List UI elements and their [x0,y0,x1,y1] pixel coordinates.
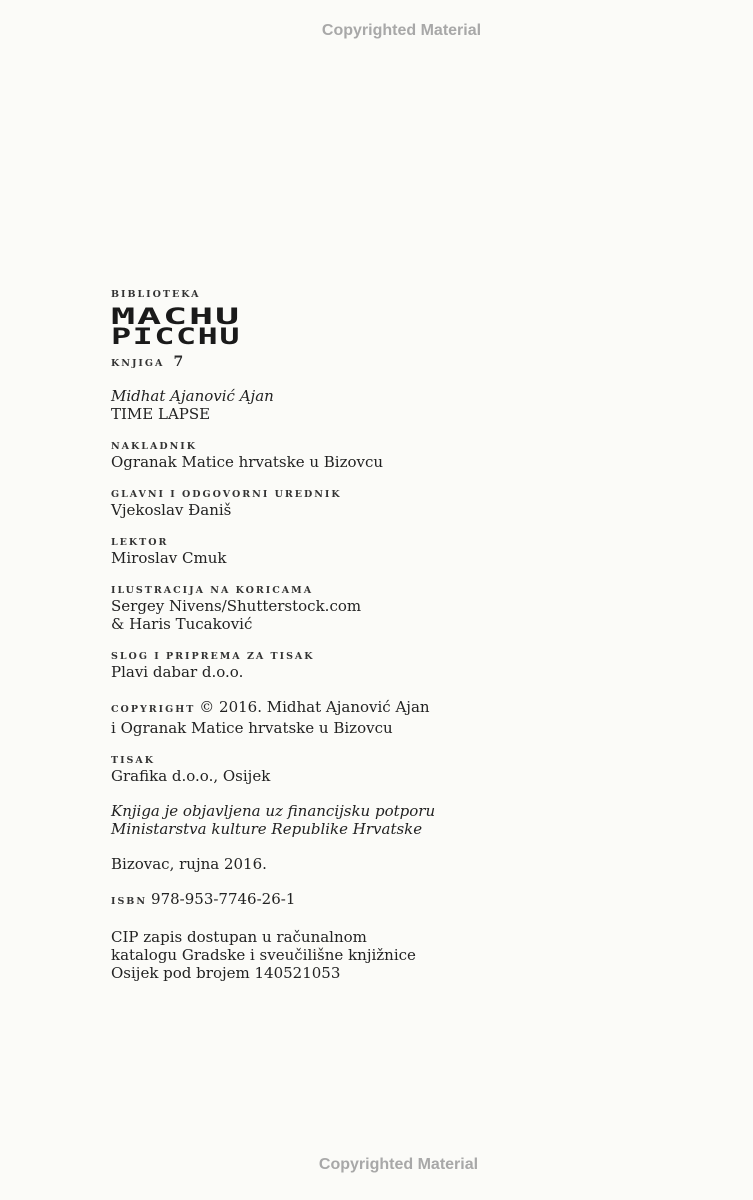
copyright-label: COPYRIGHT [111,704,196,715]
imprint-page [111,288,671,982]
book-label: KNJIGA [111,358,165,369]
cover-illustration-line-2: & Haris Tucaković [111,615,253,633]
place-date-section [111,855,671,873]
editor-section [111,488,671,519]
series-label: BIBLIOTEKA [111,289,201,300]
isbn-row [111,890,671,911]
funding-line-1: Knjiga je objavljena uz financijsku potporu [111,802,436,820]
copyright-line-2: i Ogranak Matice hrvatske u Bizovcu [111,719,393,737]
publisher-label: NAKLADNIK [111,441,197,452]
publisher-value: Ogranak Matice hrvatske u Bizovcu [111,453,384,471]
print-label: TISAK [111,755,156,766]
proofreader-value: Miroslav Cmuk [111,549,227,567]
cip-section [111,928,671,982]
cover-illustration-section [111,584,671,633]
author-name: Midhat Ajanović Ajan [111,387,274,405]
print-value: Grafika d.o.o., Osijek [111,767,271,785]
copyright-watermark-top: Copyrighted Material [321,22,482,39]
proofreader-label: LEKTOR [111,537,169,548]
book-number: 7 [173,354,184,370]
book-number-row [111,351,671,370]
book-title: TIME LAPSE [111,405,211,423]
isbn-value: 978-953-7746-26-1 [151,890,296,908]
cip-line-3: Osijek pod brojem 140521053 [111,964,341,982]
copyright-line-1-row [111,698,671,719]
editor-label: GLAVNI I ODGOVORNI UREDNIK [111,489,342,500]
funding-note [111,802,671,838]
print-section [111,754,671,785]
typesetting-section [111,650,671,681]
editor-value: Vjekoslav Đaniš [111,501,232,519]
place-date: Bizovac, rujna 2016. [111,855,267,873]
funding-line-2: Ministarstva kulture Republike Hrvatske [111,820,423,838]
logo-line-1: MACHU [111,307,241,330]
cover-illustration-line-1: Sergey Nivens/Shutterstock.com [111,597,362,615]
copyright-line-1: © 2016. Midhat Ajanović Ajan [199,698,430,716]
isbn-section [111,890,671,911]
copyright-watermark-bottom: Copyrighted Material [318,1156,479,1173]
logo-line-2: PICCHU [111,325,241,347]
copyright-section [111,698,671,737]
cover-illustration-label: ILUSTRACIJA NA KORICAMA [111,585,314,596]
book-info [111,387,671,423]
cip-line-1: CIP zapis dostupan u računalnom [111,928,367,946]
typesetting-label: SLOG I PRIPREMA ZA TISAK [111,651,315,662]
typesetting-value: Plavi dabar d.o.o. [111,663,244,681]
proofreader-section [111,536,671,567]
publisher-section [111,440,671,471]
cip-line-2: katalogu Gradske i sveučilišne knjižnice [111,946,416,964]
isbn-label: ISBN [111,896,148,907]
machu-picchu-logo [111,307,243,347]
